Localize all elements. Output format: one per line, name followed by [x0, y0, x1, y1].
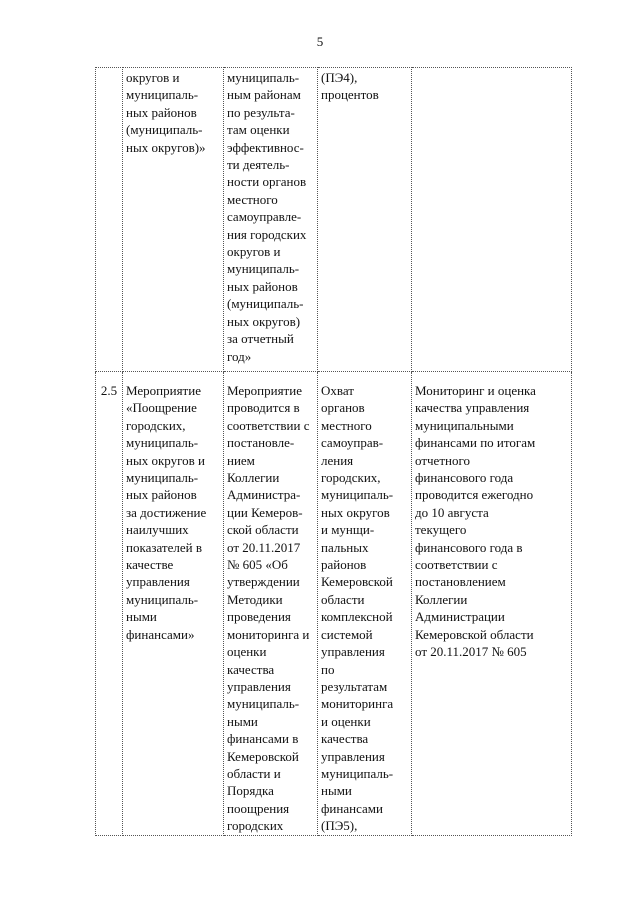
cell-line: отчетного — [415, 452, 470, 468]
cell-line: поощрения — [227, 800, 290, 816]
cell-line: финансового года — [415, 470, 514, 486]
cell-line: проводится в — [227, 400, 300, 416]
cell-line: Кемеровской — [227, 748, 299, 764]
cell-line: соответствии с — [415, 557, 498, 573]
cell-line: муниципаль- — [126, 470, 199, 486]
measure-name-cell — [123, 68, 224, 372]
cell-line: городских — [227, 818, 284, 834]
cell-line: от 20.11.2017 — [227, 539, 301, 555]
cell-line: за отчетный — [227, 331, 294, 347]
cell-line: (ПЭ5), — [321, 818, 358, 834]
cell-line: управления — [227, 678, 291, 694]
cell-line: до 10 августа — [415, 504, 489, 520]
cell-line: Администра- — [227, 487, 301, 503]
measure-description-cell — [224, 68, 318, 372]
cell-line: соответствии с — [227, 417, 310, 433]
cell-line: ти деятель- — [227, 157, 290, 173]
cell-line: качества управления — [415, 400, 530, 416]
cell-line: оценки — [227, 644, 267, 660]
cell-line: текущего — [415, 522, 467, 538]
cell-line: Кемеровской — [321, 574, 393, 590]
cell-line: муниципаль- — [227, 696, 300, 712]
cell-line: ными — [227, 713, 258, 729]
cell-line: муниципаль- — [126, 591, 199, 607]
cell-line: качества — [321, 731, 369, 747]
indicator-cell — [318, 68, 412, 372]
cell-line: муниципаль- — [227, 261, 300, 277]
row-number-cell — [96, 68, 123, 372]
cell-line: области и — [227, 765, 281, 781]
cell-line: от 20.11.2017 № 605 — [415, 644, 527, 660]
cell-line: муниципаль- — [321, 487, 394, 503]
cell-line: ности органов — [227, 174, 307, 190]
cell-line: ния городских — [227, 226, 307, 242]
cell-line: мониторинга и — [227, 626, 310, 642]
row-number-cell: 2.5 — [96, 372, 123, 836]
cell-line: по результа- — [227, 104, 295, 120]
cell-line: ных районов — [126, 487, 197, 503]
cell-line: Мероприятие — [227, 383, 302, 398]
cell-line: эффективнос- — [227, 139, 304, 155]
cell-line: местного — [321, 417, 372, 433]
cell-line: местного — [227, 191, 278, 207]
cell-line: городских, — [321, 470, 381, 486]
cell-line: Порядка — [227, 783, 274, 799]
cell-line: (ПЭ4), — [321, 70, 358, 85]
cell-line: муниципаль- — [126, 87, 199, 103]
cell-line: утверждении — [227, 574, 300, 590]
cell-line: управления — [321, 748, 385, 764]
table-row — [96, 372, 572, 836]
cell-line: ными — [321, 783, 352, 799]
indicator-cell — [318, 372, 412, 836]
cell-line: проводится ежегодно — [415, 487, 534, 503]
cell-line: качества — [227, 661, 275, 677]
cell-line: финансами — [321, 800, 383, 816]
cell-line: № 605 «Об — [227, 557, 288, 573]
cell-line: Кемеровской области — [415, 626, 534, 642]
cell-line: Администрации — [415, 609, 505, 625]
cell-line: ных округов) — [227, 313, 301, 329]
cell-line: наилучших — [126, 522, 189, 538]
measure-description-cell — [224, 372, 318, 836]
cell-line: органов — [321, 400, 365, 416]
cell-line: области — [321, 591, 365, 607]
cell-line: ской области — [227, 522, 299, 538]
cell-line: постановлением — [415, 574, 506, 590]
cell-line: городских, — [126, 417, 186, 433]
cell-line: финансового года в — [415, 539, 523, 555]
cell-line: качестве — [126, 557, 174, 573]
cell-line: и оценки — [321, 713, 371, 729]
cell-line: финансами в — [227, 731, 299, 747]
cell-line: ных округов и — [126, 452, 205, 468]
cell-line: ных округов)» — [126, 139, 206, 155]
cell-line: (муниципаль- — [227, 296, 304, 312]
cell-line: постановле- — [227, 435, 295, 451]
cell-line: районов — [321, 557, 367, 573]
cell-line: Коллегии — [415, 591, 468, 607]
notes-cell — [412, 68, 572, 372]
cell-line: Мероприятие — [126, 383, 201, 398]
cell-line: «Поощрение — [126, 400, 197, 416]
cell-line: процентов — [321, 87, 379, 103]
cell-line: муниципаль- — [321, 765, 394, 781]
cell-line: там оценки — [227, 122, 290, 138]
cell-line: финансами» — [126, 626, 195, 642]
cell-line: ных округов — [321, 504, 390, 520]
cell-line: самоуправ- — [321, 435, 384, 451]
cell-line: проведения — [227, 609, 291, 625]
cell-line: округов и — [126, 70, 180, 85]
cell-line: Коллегии — [227, 470, 280, 486]
cell-line: ции Кемеров- — [227, 504, 303, 520]
cell-line: год» — [227, 348, 252, 364]
cell-line: округов и — [227, 244, 281, 260]
cell-line: ных районов — [126, 104, 197, 120]
cell-line: управления — [126, 574, 190, 590]
cell-line: ными — [126, 609, 157, 625]
measures-table — [95, 67, 572, 836]
cell-line: нием — [227, 452, 255, 468]
cell-line: (муниципаль- — [126, 122, 203, 138]
measure-name-cell — [123, 372, 224, 836]
cell-line: муниципаль- — [227, 70, 300, 85]
cell-line: ных районов — [227, 278, 298, 294]
notes-cell — [412, 372, 572, 836]
cell-line: муниципальными — [415, 417, 514, 433]
page-number: 5 — [316, 34, 324, 49]
table-row — [96, 68, 572, 372]
cell-line: системой — [321, 626, 373, 642]
cell-line: комплексной — [321, 609, 393, 625]
cell-line: показателей в — [126, 539, 202, 555]
cell-line: по — [321, 661, 335, 677]
cell-line: мониторинга — [321, 696, 394, 712]
cell-line: Методики — [227, 591, 283, 607]
cell-line: за достижение — [126, 504, 207, 520]
cell-line: финансами по итогам — [415, 435, 536, 451]
cell-line: ления — [321, 452, 354, 468]
cell-line: Охват — [321, 383, 354, 398]
cell-line: управления — [321, 644, 385, 660]
cell-line: результатам — [321, 678, 388, 694]
cell-line: Мониторинг и оценка — [415, 383, 536, 398]
cell-line: самоуправле- — [227, 209, 302, 225]
cell-line: и мунщи- — [321, 522, 375, 538]
cell-line: пальных — [321, 539, 369, 555]
cell-line: ным районам — [227, 87, 301, 103]
cell-line: муниципаль- — [126, 435, 199, 451]
